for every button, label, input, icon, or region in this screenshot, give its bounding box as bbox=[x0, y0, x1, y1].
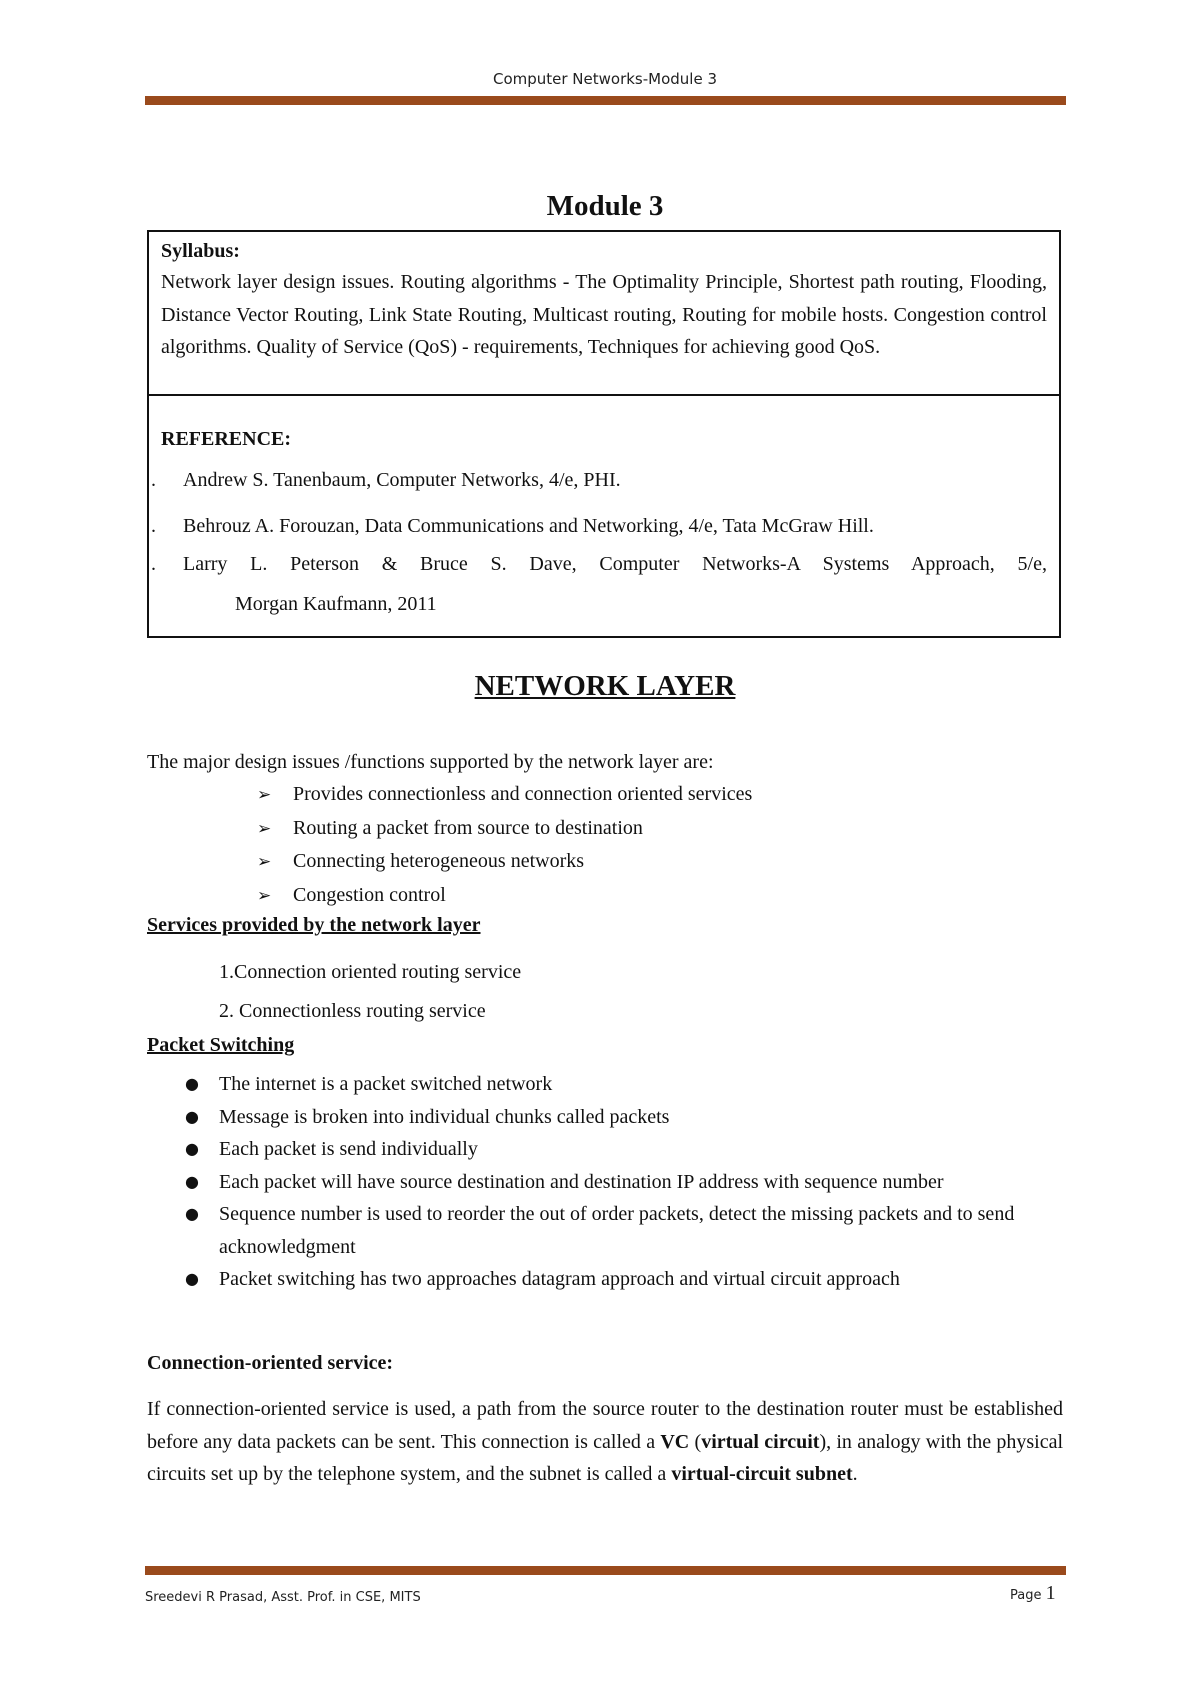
syllabus-heading: Syllabus: bbox=[161, 240, 240, 262]
syllabus-text: Network layer design issues. Routing algorithms - The Optimality Principle, Shortest path routing, Flooding, Distance Vector Routing, Link State Routing, Multicast routing, Routing for mobile hosts. Congestion control algorithms. Quality of Service (QoS) - requirements, Techniques for achieving good QoS. bbox=[161, 271, 1047, 358]
vc-subnet-term: virtual-circuit subnet bbox=[671, 1463, 853, 1485]
running-header: Computer Networks-Module 3 bbox=[492, 70, 718, 88]
reference-box bbox=[147, 394, 1061, 638]
syllabus-box bbox=[147, 230, 1061, 396]
arrow-bullet-icon: ➢ bbox=[257, 818, 272, 839]
services-heading: Services provided by the network layer bbox=[147, 914, 481, 936]
reference-item bbox=[151, 506, 1047, 546]
connection-oriented-heading: Connection-oriented service: bbox=[147, 1352, 394, 1374]
list-marker: . bbox=[151, 515, 156, 537]
bullet-icon: ● bbox=[185, 1171, 199, 1191]
reference-text: Andrew S. Tanenbaum, Computer Networks, 4/e, PHI. bbox=[183, 469, 621, 491]
reference-text: Behrouz A. Forouzan, Data Communications and Networking, 4/e, Tata McGraw Hill. bbox=[183, 515, 874, 537]
list-item: ➢ Routing a packet from source to destination bbox=[257, 812, 752, 846]
list-item: 1.Connection oriented routing service bbox=[219, 961, 522, 983]
list-item: 2. Connectionless routing service bbox=[219, 1000, 486, 1022]
reference-list bbox=[151, 460, 1047, 624]
connection-oriented-paragraph: If connection-oriented service is used, a path from the source router to the destination router must be established before any data packets can be sent. This connection is called a VC (virtual circuit), in analogy with the physical circuits set up by the telephone system, and the subnet is called a virtual-circuit subnet. bbox=[147, 1398, 1064, 1485]
reference-text: Larry L. Peterson & Bruce S. Dave, Computer Networks-A Systems Approach, 5/e, bbox=[183, 553, 1047, 575]
design-issues-list bbox=[257, 778, 752, 912]
arrow-bullet-icon: ➢ bbox=[257, 785, 272, 805]
list-item: ➢ Congestion control bbox=[257, 879, 752, 913]
list-marker: . bbox=[151, 469, 156, 491]
packet-switching-heading: Packet Switching bbox=[147, 1034, 295, 1056]
bullet-icon: ● bbox=[185, 1269, 199, 1288]
list-item: ➢ Connecting heterogeneous networks bbox=[257, 845, 752, 879]
list-item: ● Each packet will have source destination and destination IP address with sequence number bbox=[185, 1166, 1065, 1199]
bullet-icon: ● bbox=[185, 1074, 199, 1093]
list-item: ➢ Provides connectionless and connection oriented services bbox=[257, 778, 752, 812]
arrow-bullet-icon: ➢ bbox=[257, 885, 272, 906]
footer-author: Sreedevi R Prasad, Asst. Prof. in CSE, MITS bbox=[145, 1590, 421, 1605]
header-rule bbox=[145, 96, 1066, 105]
list-item: ● Sequence number is used to reorder the out of order packets, detect the missing packets and to send acknowledgment bbox=[185, 1198, 1065, 1263]
packet-switching-list bbox=[185, 1068, 1065, 1296]
section-title: NETWORK LAYER bbox=[474, 670, 736, 702]
page-number: Page 1 bbox=[1010, 1582, 1056, 1604]
list-item: ● Each packet is send individually bbox=[185, 1133, 1065, 1166]
reference-continuation: Morgan Kaufmann, 2011 bbox=[235, 593, 437, 615]
reference-item bbox=[151, 544, 1047, 624]
intro-text: The major design issues /functions supported by the network layer are: bbox=[147, 751, 714, 773]
list-item: ● Message is broken into individual chunks called packets bbox=[185, 1101, 1065, 1134]
footer-rule bbox=[145, 1566, 1066, 1575]
reference-heading: REFERENCE: bbox=[161, 428, 292, 450]
services-list bbox=[219, 953, 521, 1031]
arrow-bullet-icon: ➢ bbox=[257, 852, 272, 872]
bullet-icon: ● bbox=[185, 1106, 199, 1126]
reference-item bbox=[151, 460, 1047, 500]
module-title: Module 3 bbox=[546, 190, 664, 222]
bullet-icon: ● bbox=[185, 1204, 199, 1223]
list-marker: . bbox=[151, 553, 156, 575]
virtual-circuit-term: virtual circuit bbox=[701, 1430, 820, 1453]
list-item: ● The internet is a packet switched network bbox=[185, 1068, 1065, 1101]
bullet-icon: ● bbox=[185, 1139, 199, 1158]
list-item: ● Packet switching has two approaches datagram approach and virtual circuit approach bbox=[185, 1263, 1065, 1296]
vc-term: VC bbox=[660, 1430, 690, 1453]
